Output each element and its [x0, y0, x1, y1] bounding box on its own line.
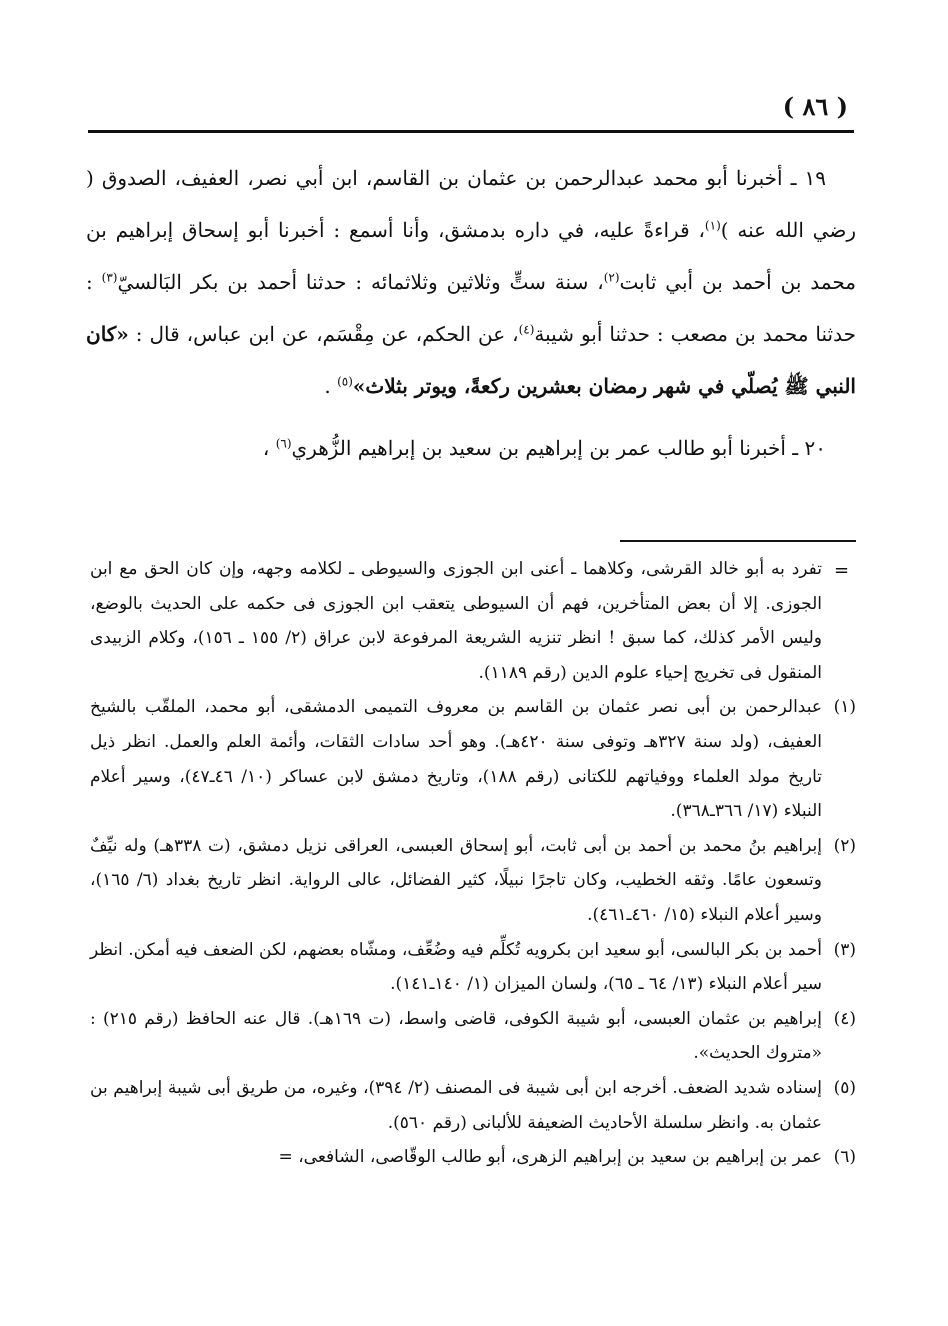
footnote-marker: (٥) — [833, 1077, 856, 1098]
hadith-paragraph-20 — [86, 422, 856, 474]
footnote-2 — [90, 829, 856, 933]
text-segment: ، سنة ستٍّ وثلاثين وثلاثمائه : حدثنا أحمد بن بكر البَالسيّ — [117, 270, 604, 294]
text-segment: ١٩ ـ أخبرنا أبو محمد عبدالرحمن بن عثمان بن القاسم، ابن أبي نصر، العفيف، الصدوق ( رضي الله عنه ) — [86, 166, 856, 242]
footnote-ref: (٤) — [518, 322, 535, 337]
footnote-text: عمر بن إبراهيم بن سعيد بن إبراهيم الزهرى، أبو طالب الوقّاصى، الشافعى، = — [278, 1147, 822, 1168]
footnote-text: إبراهيم بنُ محمد بن أحمد بن أبى ثابت، أبو إسحاق العبسى، العراقى نزيل دمشق، (ت ٣٣٨هـ) وله نيِّفٌ وتسعون عامًا. وثقه الخطيب، وكان تاجرًا نبيلًا، كثير الفضائل، عالى الرواية. انظر تاريخ بغداد (٦/ ١٦٥)، وسير أعلام النبلاء (١٥/ ٤٦٠ـ٤٦١). — [90, 835, 822, 925]
footnote-ref: (٥) — [337, 374, 353, 389]
header-rule — [88, 130, 854, 133]
footnote-5 — [90, 1071, 856, 1140]
footnote-marker: (٣) — [833, 939, 856, 960]
footnote-marker: (١) — [833, 697, 856, 718]
page-number: ( ٨٦ ) — [782, 92, 848, 121]
footnote-1 — [90, 690, 856, 828]
footnote-separator — [620, 540, 856, 542]
text-segment: : حدثنا محمد بن مصعب : حدثنا أبو شيبة — [86, 270, 856, 346]
continuation-mark: = — [834, 560, 850, 581]
footnote-6 — [90, 1140, 856, 1175]
main-text — [86, 152, 856, 474]
text-segment: ، قراءةً عليه، في داره بدمشق، وأنا أسمع : أخبرنا أبو إسحاق إبراهيم بن محمد بن أحمد بن أبي ثابت — [86, 218, 856, 294]
footnotes — [90, 552, 856, 1175]
footnote-text: إبراهيم بن عثمان العبسى، أبو شيبة الكوفى، قاضى واسط، (ت ١٦٩هـ). قال عنه الحافظ (رقم ٢١٥) : «متروك الحديث». — [90, 1008, 822, 1064]
footnote-text: إسناده شديد الضعف. أخرجه ابن أبى شيبة فى المصنف (٢/ ٣٩٤)، وغيره، من طريق أبى شيبة إبراهيم بن عثمان به. وانظر سلسلة الأحاديث الضعيفة للألبانى (رقم ٥٦٠). — [90, 1077, 822, 1133]
text-segment: ٢٠ ـ أخبرنا أبو طالب عمر بن إبراهيم بن سعيد بن إبراهيم الزُّهري — [291, 436, 826, 460]
footnote-ref: (٣) — [101, 270, 118, 285]
hadith-paragraph-19 — [86, 152, 856, 412]
footnote-ref: (١) — [704, 218, 721, 233]
footnote-4 — [90, 1002, 856, 1071]
hadith-text: «كان النبي ﷺ يُصلّي في شهر رمضان بعشرين ركعةً، ويوتر بثلاث» — [86, 322, 856, 398]
footnote-3 — [90, 933, 856, 1002]
footnote-marker: (٦) — [833, 1147, 856, 1168]
footnote-ref: (٢) — [603, 270, 620, 285]
text-segment: . — [324, 374, 338, 398]
footnote-ref: (٦) — [275, 436, 292, 451]
footnote-text: عبدالرحمن بن أبى نصر عثمان بن القاسم بن معروف التميمى الدمشقى، أبو محمد، الملقّب بالشيخ العفيف، (ولد سنة ٣٢٧هـ وتوفى سنة ٤٢٠هـ). وهو أحد سادات الثقات، وأئمة العلم والعمل. انظر ذيل تاريخ مولد العلماء ووفياتهم للكتانى (رقم ١٨٨)، وتاريخ دمشق لابن عساكر (١٠/ ٤٦ـ٤٧)، وسير أعلام النبلاء (١٧/ ٣٦٦ـ٣٦٨). — [90, 697, 823, 822]
footnote-continuation: تفرد به أبو خالد القرشى، وكلاهما ـ أعنى ابن الجوزى والسيوطى ـ لكلامه وجهه، وإن كان الحق مع ابن الجوزى. إلا أن بعض المتأخرين، فهم أن السيوطى يتعقب ابن الجوزى فى حكمه على الحديث بالوضع، وليس الأمر كذلك، كما سبق ! انظر تنزيه الشريعة المرفوعة لابن عراق (٢/ ١٥٥ ـ ١٥٦)، وكلام الزبيدى المنقول فى تخريج إحياء علوم الدين (رقم ١١٨٩). — [90, 559, 823, 683]
footnote-text: أحمد بن بكر البالسى، أبو سعيد ابن بكرويه تُكلِّم فيه وضُعِّف، ومشّاه بعضهم، لكن الضعف فيه أمكن. انظر سير أعلام النبلاء (١٣/ ٦٤ ـ ٦٥)، ولسان الميزان (١/ ١٤٠ـ١٤١). — [90, 939, 822, 995]
text-segment: ، — [262, 436, 276, 460]
footnote-marker: (٤) — [833, 1008, 856, 1029]
footnote-marker: (٢) — [833, 835, 856, 856]
text-segment: ، عن الحكم، عن مِقْسَم، عن ابن عباس، قال : — [135, 322, 519, 346]
